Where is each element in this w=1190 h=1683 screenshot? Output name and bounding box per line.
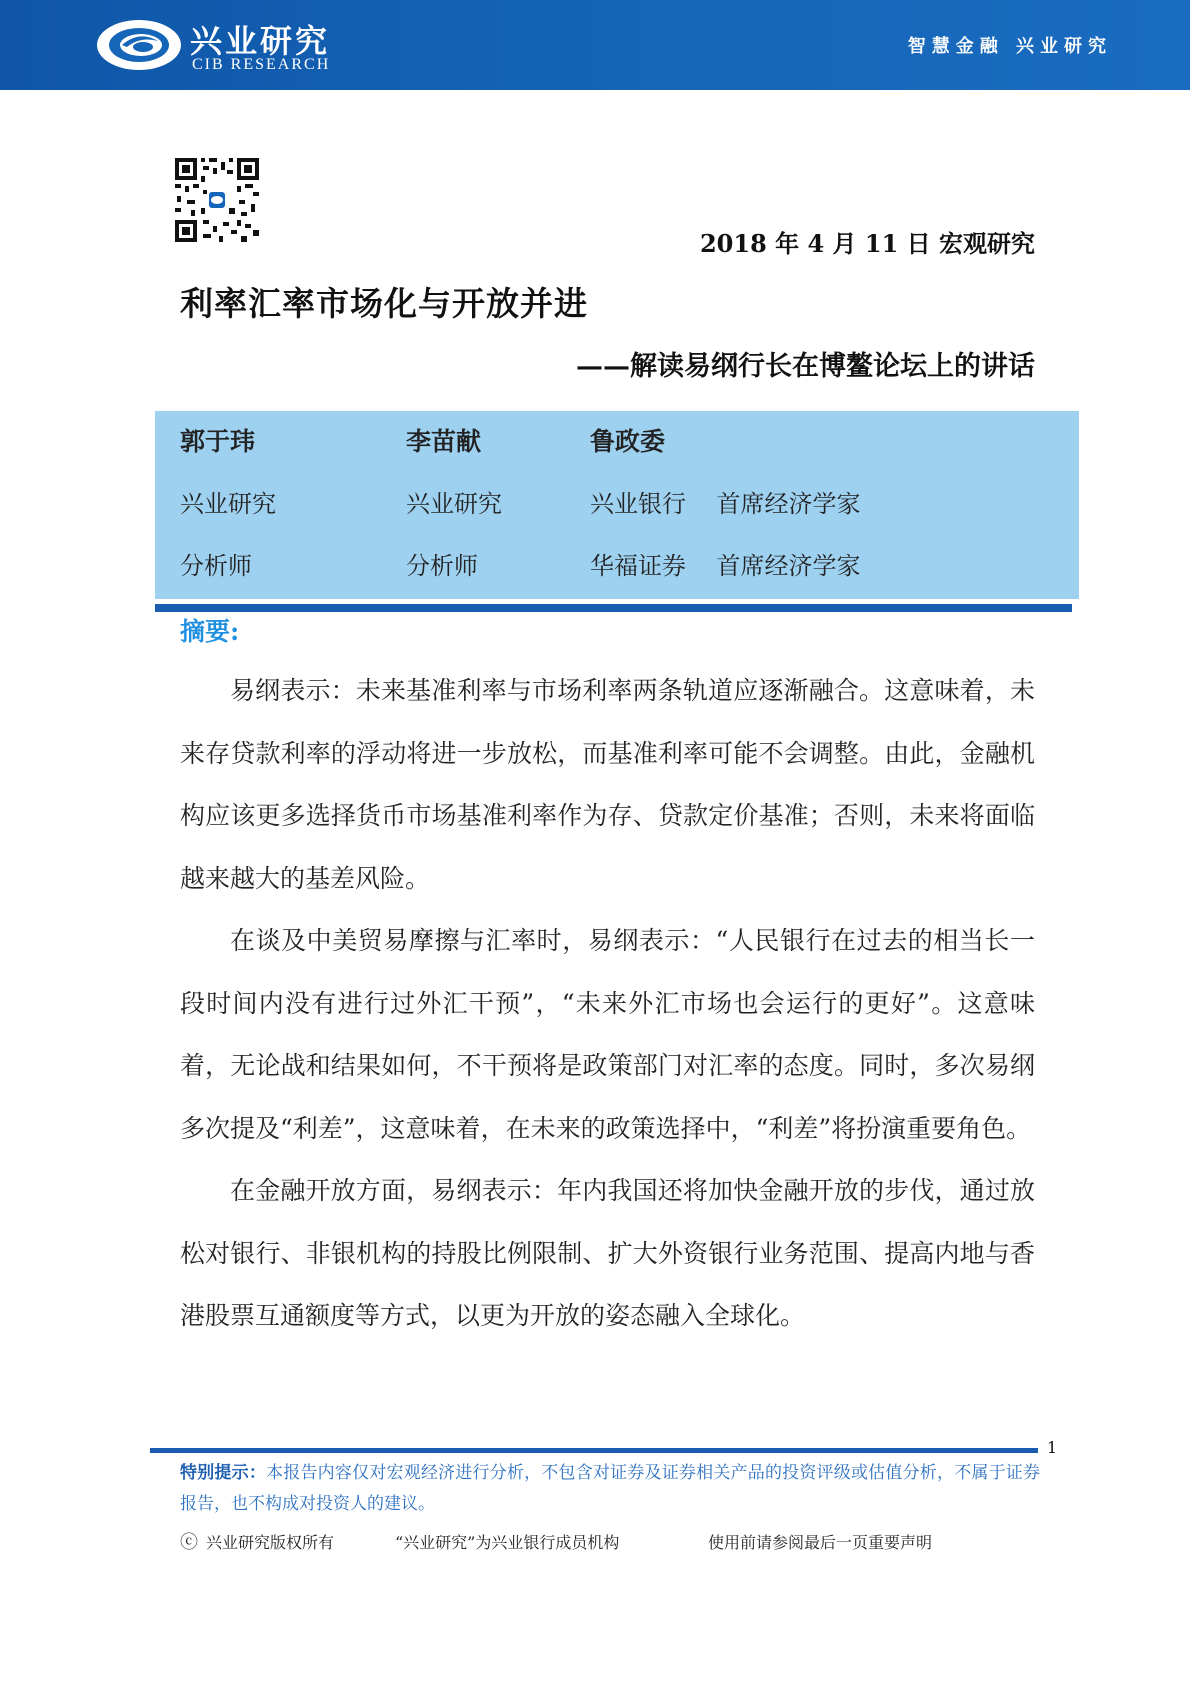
summary-heading: 摘要: [180,617,240,646]
summary-paragraph: 易纲表示：未来基准利率与市场利率两条轨道应逐渐融合。这意味着，未来存贷款利率的浮动将进一步放松，而基准利率可能不会调整。由此，金融机构应该更多选择货币市场基准利率作为存、贷款定价基准；否则，未来将面临越来越大的基差风险。 [180,676,1035,893]
author-organization: 兴业研究 [180,490,276,518]
special-notice [180,1458,1040,1520]
footer-rights: 兴业研究版权所有 [206,1533,335,1552]
author-name: 鲁政委 [590,427,666,456]
logo-chinese-name: 兴业研究 [190,22,331,60]
notice-label: 特别提示： [180,1463,267,1483]
page-header [0,0,1190,90]
notice-text: 本报告内容仅对宏观经济进行分析，不包含对证券及证券相关产品的投资评级或估值分析，不属于证券报告，也不构成对投资人的建议。 [180,1463,1041,1514]
author-organization: 兴业银行 首席经济学家 [590,490,861,518]
author-organization: 兴业研究 [406,490,502,518]
qr-code-icon [173,156,261,244]
author-column [590,425,861,611]
page-footer [180,1528,1040,1556]
header-slogan: 智慧金融 兴业研究 [907,36,1112,57]
logo-english-name: CIB RESEARCH [192,56,331,73]
author-name: 李苗献 [406,427,482,456]
report-title: 利率汇率市场化与开放并进 [180,284,588,323]
author-role: 华福证券 首席经济学家 [590,552,861,580]
section-divider [155,604,1072,612]
author-column [406,425,502,611]
report-subtitle: ——解读易纲行长在博鳌论坛上的讲话 [576,351,1035,382]
summary-body [180,660,1035,1348]
cib-logo-icon [94,16,184,74]
author-role: 分析师 [180,552,252,580]
copyright-icon: ⓒ [180,1532,198,1553]
summary-paragraph: 在谈及中美贸易摩擦与汇率时，易纲表示：“人民银行在过去的相当长一段时间内没有进行过外汇干预”，“未来外汇市场也会运行的更好”。这意味着，无论战和结果如何，不干预将是政策部门对汇率的态度。同时，多次易纲多次提及“利差”，这意味着，在未来的政策选择中，“利差”将扮演重要角色。 [180,926,1035,1143]
footer-divider [150,1448,1038,1453]
author-role: 分析师 [406,552,478,580]
report-dateline: 2018 年 4 月 11 日 宏观研究 [699,229,1035,258]
author-column [180,425,276,611]
author-name: 郭于玮 [180,427,256,456]
footer-member: “兴业研究”为兴业银行成员机构 [395,1533,620,1552]
page-number: 1 [1047,1438,1058,1457]
summary-paragraph: 在金融开放方面，易纲表示：年内我国还将加快金融开放的步伐，通过放松对银行、非银机构的持股比例限制、扩大外资银行业务范围、提高内地与香港股票互通额度等方式，以更为开放的姿态融入全球化。 [180,1176,1035,1330]
footer-disclaimer: 使用前请参阅最后一页重要声明 [708,1533,933,1552]
authors-panel [155,411,1079,599]
